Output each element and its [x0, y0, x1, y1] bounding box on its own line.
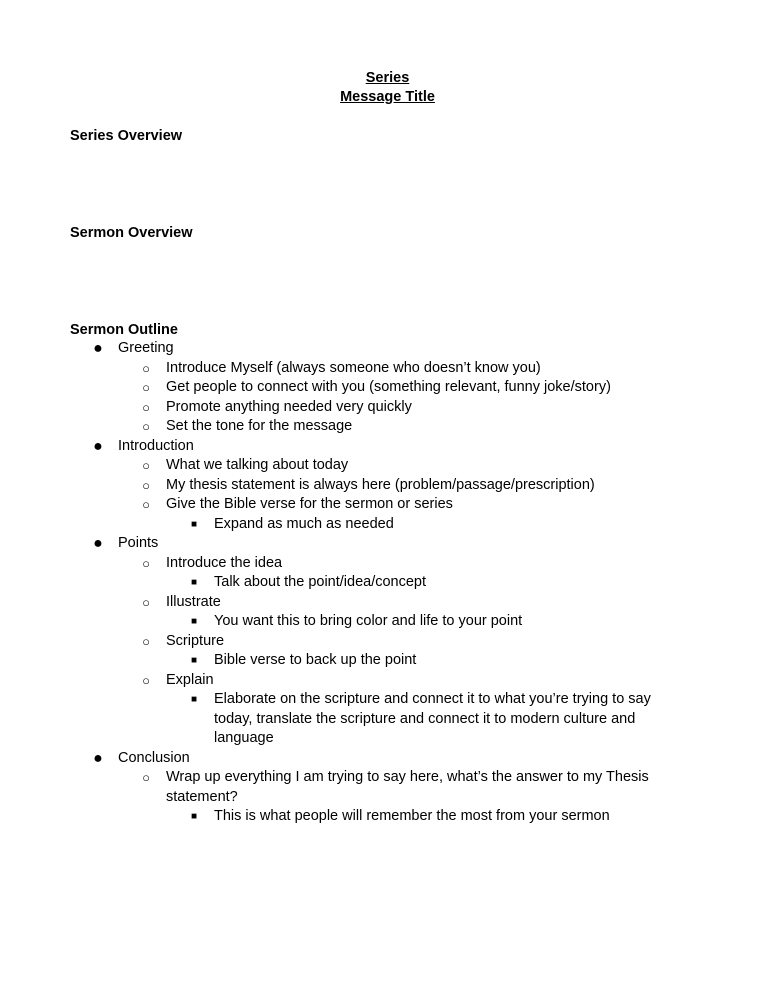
- hollow-circle-bullet-icon: ○: [142, 497, 150, 512]
- hollow-circle-bullet-icon: ○: [142, 419, 150, 434]
- hollow-circle-bullet-icon: ○: [142, 458, 150, 473]
- series-overview-heading: Series Overview: [70, 128, 183, 144]
- hollow-circle-bullet-icon: ○: [142, 633, 150, 649]
- list-item-text: Set the tone for the message: [166, 418, 353, 434]
- list-item-text: Illustrate: [166, 593, 221, 610]
- hollow-circle-bullet-icon: ○: [142, 555, 150, 571]
- filled-circle-bullet-icon: ●: [93, 749, 103, 767]
- list-item: [70, 378, 710, 398]
- square-bullet-icon: ■: [190, 694, 198, 705]
- list-item: [70, 398, 710, 418]
- list-item-text: Elaborate on the scripture and connect it to what you’re trying to say today, translate the scripture and connect it to modern culture and language: [214, 691, 651, 746]
- list-item: [70, 359, 710, 379]
- list-item-text: Get people to connect with you (something relevant, funny joke/story): [166, 379, 611, 395]
- list-item-text: Give the Bible verse for the sermon or series: [166, 496, 453, 512]
- list-item: [70, 417, 710, 437]
- list-item: [70, 573, 710, 593]
- list-item: [70, 807, 710, 827]
- square-bullet-icon: ■: [190, 655, 198, 666]
- list-item: [70, 593, 710, 613]
- square-bullet-icon: ■: [190, 811, 198, 822]
- list-item: [70, 671, 710, 691]
- conclusion-label: Conclusion: [118, 749, 190, 766]
- list-item-text: Introduce the idea: [166, 554, 283, 571]
- hollow-circle-bullet-icon: ○: [142, 360, 150, 376]
- list-item: [70, 690, 662, 749]
- message-title: Message Title: [340, 89, 435, 105]
- hollow-circle-bullet-icon: ○: [142, 477, 150, 493]
- points-label: Points: [118, 535, 159, 551]
- list-item-text: Talk about the point/idea/concept: [214, 574, 427, 590]
- hollow-circle-bullet-icon: ○: [142, 770, 150, 785]
- hollow-circle-bullet-icon: ○: [142, 672, 150, 688]
- list-item: [70, 651, 710, 671]
- list-item-text: You want this to bring color and life to your point: [214, 613, 523, 629]
- filled-circle-bullet-icon: ●: [93, 437, 103, 455]
- hollow-circle-bullet-icon: ○: [142, 399, 150, 415]
- list-item-text: Wrap up everything I am trying to say here, what’s the answer to my Thesis statement?: [166, 769, 649, 805]
- list-item-text: This is what people will remember the most from your sermon: [214, 808, 610, 824]
- list-item-text: Bible verse to back up the point: [214, 652, 417, 668]
- list-item: [70, 612, 710, 632]
- sermon-overview-heading: Sermon Overview: [70, 225, 193, 241]
- list-item-text: What we talking about today: [166, 457, 349, 473]
- list-item: [70, 456, 710, 476]
- filled-circle-bullet-icon: ●: [93, 340, 103, 357]
- sermon-outline-heading: Sermon Outline: [70, 322, 178, 338]
- sermon-outline-list: [70, 339, 710, 827]
- list-item: [70, 554, 710, 574]
- list-item: [70, 515, 710, 535]
- square-bullet-icon: ■: [190, 518, 198, 530]
- greeting-label: Greeting: [118, 340, 174, 356]
- list-item: [70, 749, 710, 769]
- list-item: [70, 437, 710, 457]
- list-item-text: Scripture: [166, 632, 225, 649]
- list-item: [70, 495, 710, 515]
- list-item: [70, 476, 710, 496]
- list-item: [70, 339, 710, 359]
- list-item: [70, 632, 710, 652]
- hollow-circle-bullet-icon: ○: [142, 594, 150, 610]
- square-bullet-icon: ■: [190, 577, 198, 588]
- series-title: Series: [365, 70, 410, 86]
- list-item-text: My thesis statement is always here (problem/passage/prescription): [166, 476, 595, 493]
- list-item-text: Expand as much as needed: [214, 515, 394, 532]
- square-bullet-icon: ■: [190, 616, 198, 627]
- list-item: [70, 768, 666, 807]
- hollow-circle-bullet-icon: ○: [142, 380, 150, 395]
- filled-circle-bullet-icon: ●: [93, 535, 103, 552]
- list-item-text: Introduce Myself (always someone who doesn’t know you): [166, 359, 541, 376]
- list-item-text: Promote anything needed very quickly: [166, 398, 412, 415]
- list-item-text: Explain: [166, 671, 214, 688]
- list-item: [70, 534, 710, 554]
- introduction-label: Introduction: [118, 437, 194, 454]
